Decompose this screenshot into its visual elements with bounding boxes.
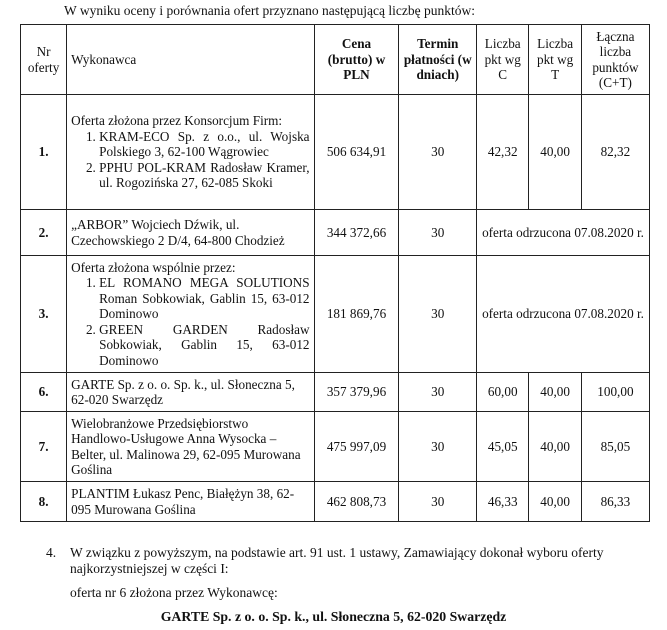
consortium-intro: Oferta złożona wspólnie przez: bbox=[71, 259, 236, 275]
row-termin: 30 bbox=[399, 412, 477, 482]
row-termin: 30 bbox=[399, 482, 477, 522]
offers-table bbox=[20, 24, 650, 522]
row-pkt-t: 40,00 bbox=[529, 482, 581, 522]
row-cena: 462 808,73 bbox=[314, 482, 399, 522]
table-row bbox=[21, 256, 650, 373]
consortium-member: 2. GREEN GARDEN Radosław Sobkowiak, Gablin 15, 63-012 Dominowo bbox=[99, 322, 309, 369]
consortium-member: 1. KRAM-ECO Sp. z o.o., ul. Wojska Polskiego 3, 62-100 Wągrowiec bbox=[99, 129, 309, 160]
consortium-member: 2. PPHU POL-KRAM Radosław Kramer, ul. Rogozińska 27, 62-085 Skoki bbox=[99, 160, 309, 191]
header-wykonawca: Wykonawca bbox=[67, 25, 314, 95]
row-pkt-t: 40,00 bbox=[529, 373, 581, 412]
point-4-line2: najkorzystniejszej w części I: bbox=[70, 561, 229, 576]
row-suma: 86,33 bbox=[581, 482, 649, 522]
header-nr: Nr oferty bbox=[21, 25, 67, 95]
row-termin: 30 bbox=[399, 210, 477, 256]
row-wykonawca: „ARBOR” Wojciech Dźwik, ul. Czechowskiego 2 D/4, 64-800 Chodzież bbox=[67, 210, 314, 256]
row-nr: 7. bbox=[21, 412, 67, 482]
consortium-intro: Oferta złożona przez Konsorcjum Firm: bbox=[71, 113, 283, 129]
row-status: oferta odrzucona 07.08.2020 r. bbox=[477, 210, 650, 256]
table-header-row bbox=[21, 25, 650, 95]
point-4-line1: W związku z powyższym, na podstawie art. 91 ust. 1 ustawy, Zamawiający dokonał wyboru oferty bbox=[70, 545, 604, 560]
row-nr: 2. bbox=[21, 210, 67, 256]
header-suma: Łączna liczba punktów (C+T) bbox=[581, 25, 649, 95]
row-pkt-c: 46,33 bbox=[477, 482, 529, 522]
row-cena: 181 869,76 bbox=[314, 256, 399, 373]
intro-text: W wyniku oceny i porównania ofert przyznano następującą liczbę punktów: bbox=[64, 3, 475, 18]
header-pkt-t: Liczba pkt wg T bbox=[529, 25, 581, 95]
row-termin: 30 bbox=[399, 95, 477, 210]
row-wykonawca bbox=[67, 256, 314, 373]
row-cena: 357 379,96 bbox=[314, 373, 399, 412]
table-row bbox=[21, 482, 650, 522]
row-suma: 82,32 bbox=[581, 95, 649, 210]
row-wykonawca: GARTE Sp. z o. o. Sp. k., ul. Słoneczna 5, 62-020 Swarzędz bbox=[67, 373, 314, 412]
consortium-members bbox=[71, 129, 309, 191]
header-pkt-c: Liczba pkt wg C bbox=[477, 25, 529, 95]
row-nr: 3. bbox=[21, 256, 67, 373]
row-nr: 1. bbox=[21, 95, 67, 210]
row-pkt-c: 42,32 bbox=[477, 95, 529, 210]
point-4 bbox=[46, 545, 646, 577]
table-row bbox=[21, 95, 650, 210]
choice-text: oferta nr 6 złożona przez Wykonawcę: bbox=[70, 585, 278, 600]
table-row bbox=[21, 373, 650, 412]
consortium-member: 1. EL ROMANO MEGA SOLUTIONS Roman Sobkowiak, Gablin 15, 63-012 Dominowo bbox=[99, 275, 309, 322]
row-wykonawca: Wielobranżowe Przedsiębiorstwo Handlowo-Usługowe Anna Wysocka – Belter, ul. Malinowa 29, 62-095 Murowana Goślina bbox=[67, 412, 314, 482]
row-pkt-c: 45,05 bbox=[477, 412, 529, 482]
table-row bbox=[21, 412, 650, 482]
row-cena: 344 372,66 bbox=[314, 210, 399, 256]
row-cena: 475 997,09 bbox=[314, 412, 399, 482]
consortium-members bbox=[71, 275, 309, 368]
header-termin: Termin płatności (w dniach) bbox=[399, 25, 477, 95]
row-suma: 85,05 bbox=[581, 412, 649, 482]
point-4-number: 4. bbox=[46, 545, 57, 560]
header-cena: Cena (brutto) w PLN bbox=[314, 25, 399, 95]
row-nr: 8. bbox=[21, 482, 67, 522]
row-wykonawca: PLANTIM Łukasz Penc, Białężyn 38, 62-095 Murowana Goślina bbox=[67, 482, 314, 522]
row-pkt-t: 40,00 bbox=[529, 95, 581, 210]
table-row bbox=[21, 210, 650, 256]
row-pkt-t: 40,00 bbox=[529, 412, 581, 482]
row-termin: 30 bbox=[399, 373, 477, 412]
row-nr: 6. bbox=[21, 373, 67, 412]
row-suma: 100,00 bbox=[581, 373, 649, 412]
row-pkt-c: 60,00 bbox=[477, 373, 529, 412]
row-wykonawca bbox=[67, 95, 314, 210]
row-status: oferta odrzucona 07.08.2020 r. bbox=[477, 256, 650, 373]
row-termin: 30 bbox=[399, 256, 477, 373]
row-cena: 506 634,91 bbox=[314, 95, 399, 210]
winner-text: GARTE Sp. z o. o. Sp. k., ul. Słoneczna 5, 62-020 Swarzędz bbox=[160, 609, 507, 624]
